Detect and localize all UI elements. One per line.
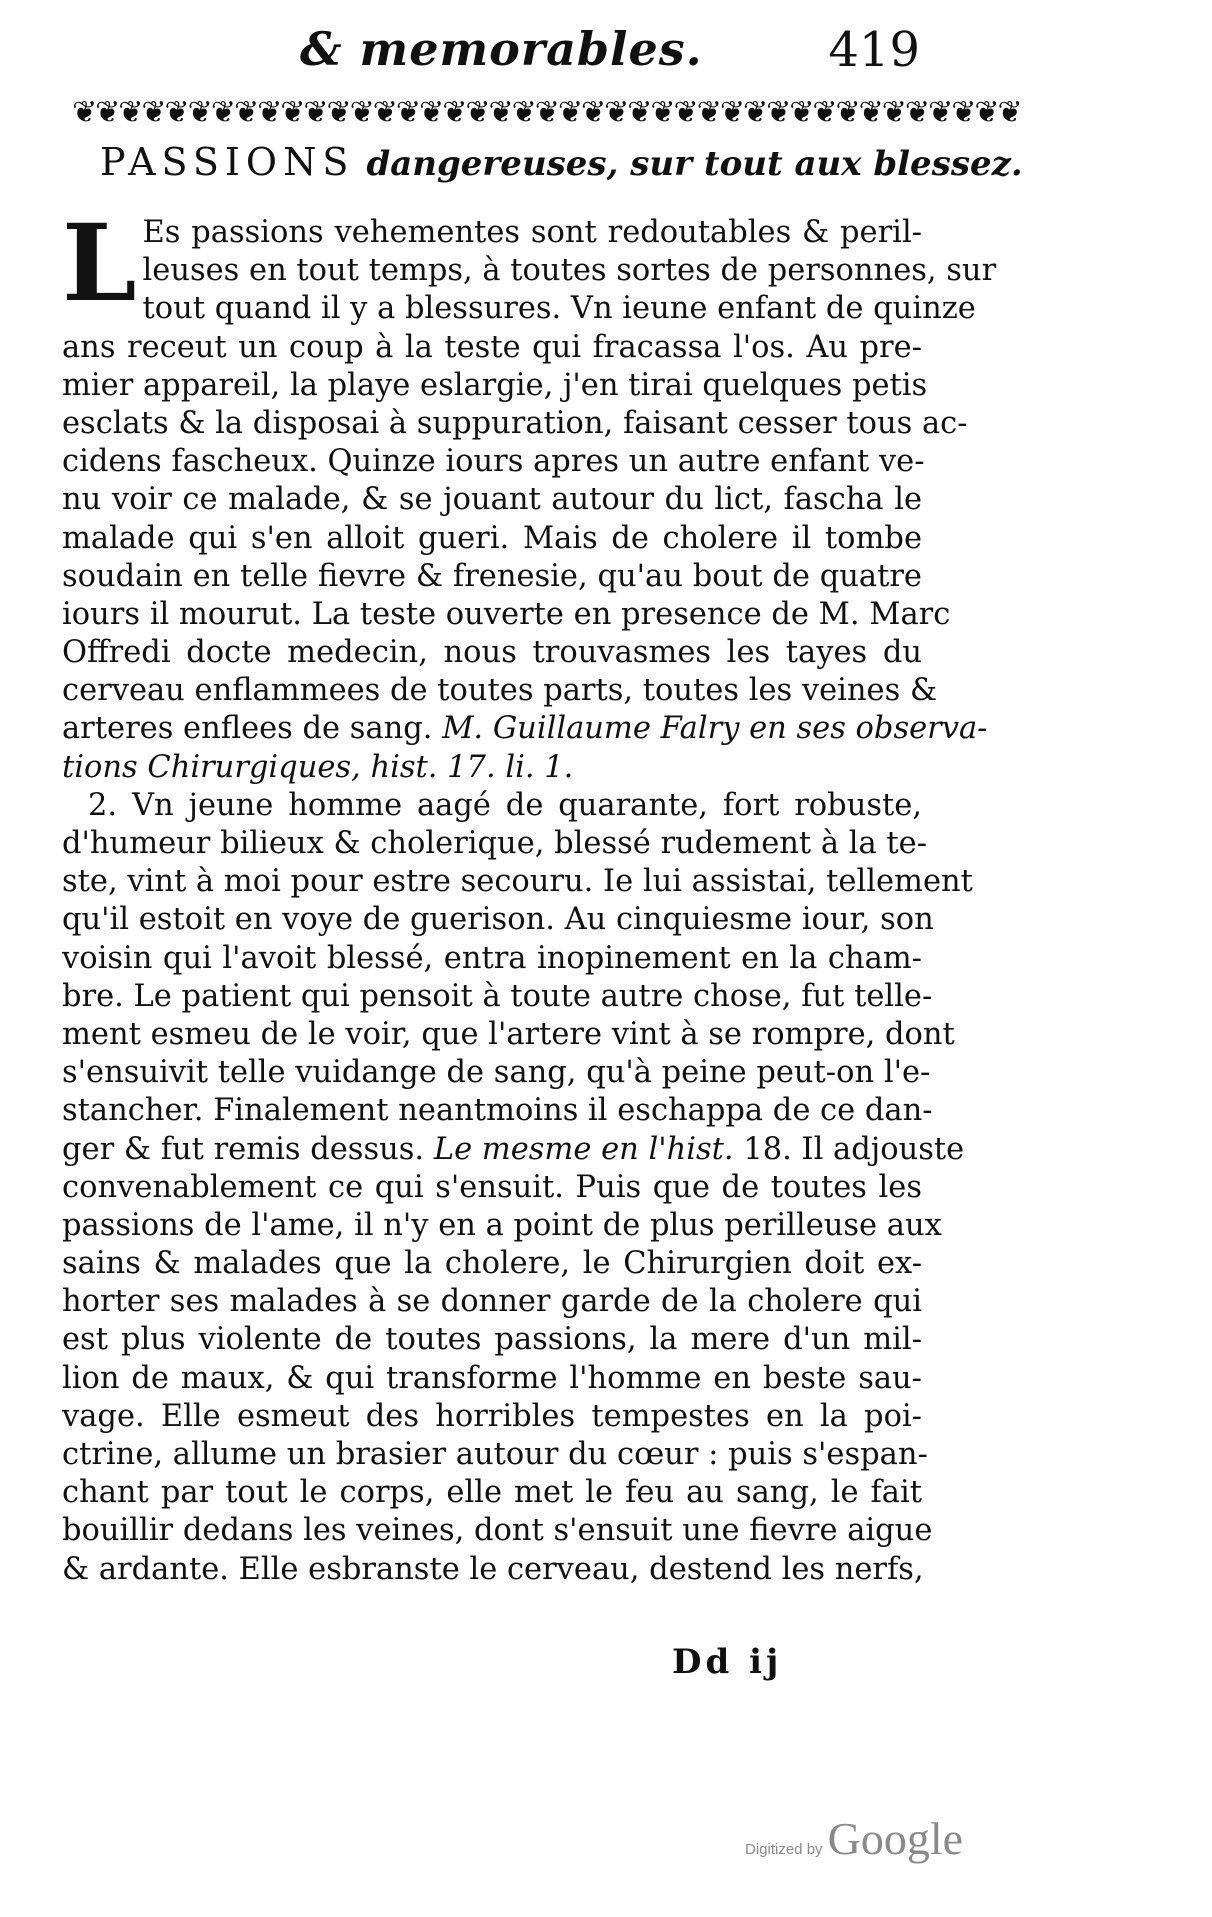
text-line: bre. Le patient qui pensoit à toute autre chose, fut telle- bbox=[62, 978, 933, 1014]
text-line: bouillir dedans les veines, dont s'ensuit une fievre aigue bbox=[62, 1513, 933, 1549]
text-line: ans receut un coup à la teste qui fracassa l'os. Au pre- bbox=[62, 329, 922, 365]
paragraph-2 bbox=[62, 787, 973, 1589]
text-line: passions de l'ame, il n'y en a point de plus perilleuse aux bbox=[62, 1207, 942, 1243]
text-line: est plus violente de toutes passions, la mere d'un mil- bbox=[62, 1322, 922, 1358]
text-line: chant par tout le corps, elle met le feu au sang, le fait bbox=[62, 1475, 922, 1511]
ornamental-band: ❦❦❦❦❦❦❦❦❦❦❦❦❦❦❦❦❦❦❦❦❦❦❦❦❦❦❦❦❦❦❦❦❦❦❦❦❦❦❦❦❦ bbox=[72, 95, 1021, 130]
text-line: Offredi docte medecin, nous trouvasmes les tayes du bbox=[62, 635, 922, 671]
citation-end: tions Chirurgiques, hist. 17. li. 1. bbox=[62, 749, 574, 785]
watermark-prefix: Digitized by bbox=[745, 1841, 823, 1858]
section-title-caps: PASSIONS bbox=[100, 140, 355, 184]
text-line: Es passions vehementes sont redoutables & peril- bbox=[142, 215, 922, 250]
text-line: ctrine, allume un brasier autour du cœur : puis s'espan- bbox=[62, 1437, 928, 1472]
drop-cap: L bbox=[62, 200, 137, 325]
text-line: vage. Elle esmeut des horribles tempestes en la poi- bbox=[62, 1398, 922, 1434]
page-header bbox=[300, 22, 940, 92]
signature-mark: Dd ij bbox=[672, 1642, 783, 1682]
text-line: cidens fascheux. Quinze iours apres un autre enfant ve- bbox=[62, 444, 925, 480]
text-line: iours il mourut. La teste ouverte en presence de M. Marc bbox=[62, 596, 951, 632]
citation-line bbox=[62, 1131, 965, 1169]
citation-end: 18. Il adjouste bbox=[743, 1131, 965, 1167]
text-line: mier appareil, la playe eslargie, j'en tirai quelques petis bbox=[62, 367, 928, 403]
paragraph-1 bbox=[62, 200, 997, 787]
text-line: qu'il estoit en voye de guerison. Au cinquiesme iour, son bbox=[62, 902, 934, 938]
citation-source: M. Guillaume Falry en ses observa- bbox=[442, 711, 988, 747]
citation-line bbox=[62, 710, 988, 748]
text-line: cerveau enflammees de toutes parts, toutes les veines & bbox=[62, 673, 938, 709]
watermark-brand: Google bbox=[827, 1813, 964, 1864]
text-line: & ardante. Elle esbranste le cerveau, destend les nerfs, bbox=[62, 1551, 924, 1587]
text-line: nu voir ce malade, & se jouant autour du lict, fascha le bbox=[62, 482, 922, 518]
text-line: esclats & la disposai à suppuration, faisant cesser tous ac- bbox=[62, 405, 968, 441]
page-number: 419 bbox=[828, 22, 920, 78]
text-line: sains & malades que la cholere, le Chirurgien doit ex- bbox=[62, 1246, 922, 1282]
text-line: 2. Vn jeune homme aagé de quarante, fort robuste, bbox=[88, 787, 922, 823]
section-title-rest: dangereuses, sur tout aux blessez. bbox=[366, 144, 1023, 184]
text-line: s'ensuivit telle vuidange de sang, qu'à peine peut-on l'e- bbox=[62, 1055, 931, 1091]
citation-source: Le mesme en l'hist. bbox=[433, 1131, 734, 1167]
text-line: horter ses malades à se donner garde de la cholere qui bbox=[62, 1284, 922, 1320]
section-title bbox=[100, 140, 1023, 184]
running-title: & memorables. bbox=[300, 22, 703, 76]
digitized-watermark bbox=[745, 1812, 963, 1865]
text-line: soudain en telle fievre & frenesie, qu'au bout de quatre bbox=[62, 558, 922, 594]
text-line: voisin qui l'avoit blessé, entra inopinement en la cham- bbox=[62, 940, 922, 976]
text-line: malade qui s'en alloit gueri. Mais de cholere il tombe bbox=[62, 520, 922, 556]
citation-lead: arteres enflees de sang. bbox=[62, 711, 433, 747]
text-line: ment esmeu de le voir, que l'artere vint à se rompre, dont bbox=[62, 1016, 955, 1052]
text-line: leuses en tout temps, à toutes sortes de personnes, sur bbox=[142, 253, 997, 289]
text-line: lion de maux, & qui transforme l'homme en beste sau- bbox=[62, 1360, 922, 1396]
text-line: d'humeur bilieux & cholerique, blessé rudement à la te- bbox=[62, 826, 928, 861]
text-line: ste, vint à moi pour estre secouru. Ie lui assistai, tellement bbox=[62, 864, 973, 900]
text-line: tout quand il y a blessures. Vn ieune enfant de quinze bbox=[142, 291, 976, 327]
text-line: convenablement ce qui s'ensuit. Puis que de toutes les bbox=[62, 1169, 922, 1205]
citation-lead: ger & fut remis dessus. bbox=[62, 1131, 425, 1167]
body-text bbox=[62, 200, 997, 1589]
text-line: stancher. Finalement neantmoins il eschappa de ce dan- bbox=[62, 1093, 933, 1129]
